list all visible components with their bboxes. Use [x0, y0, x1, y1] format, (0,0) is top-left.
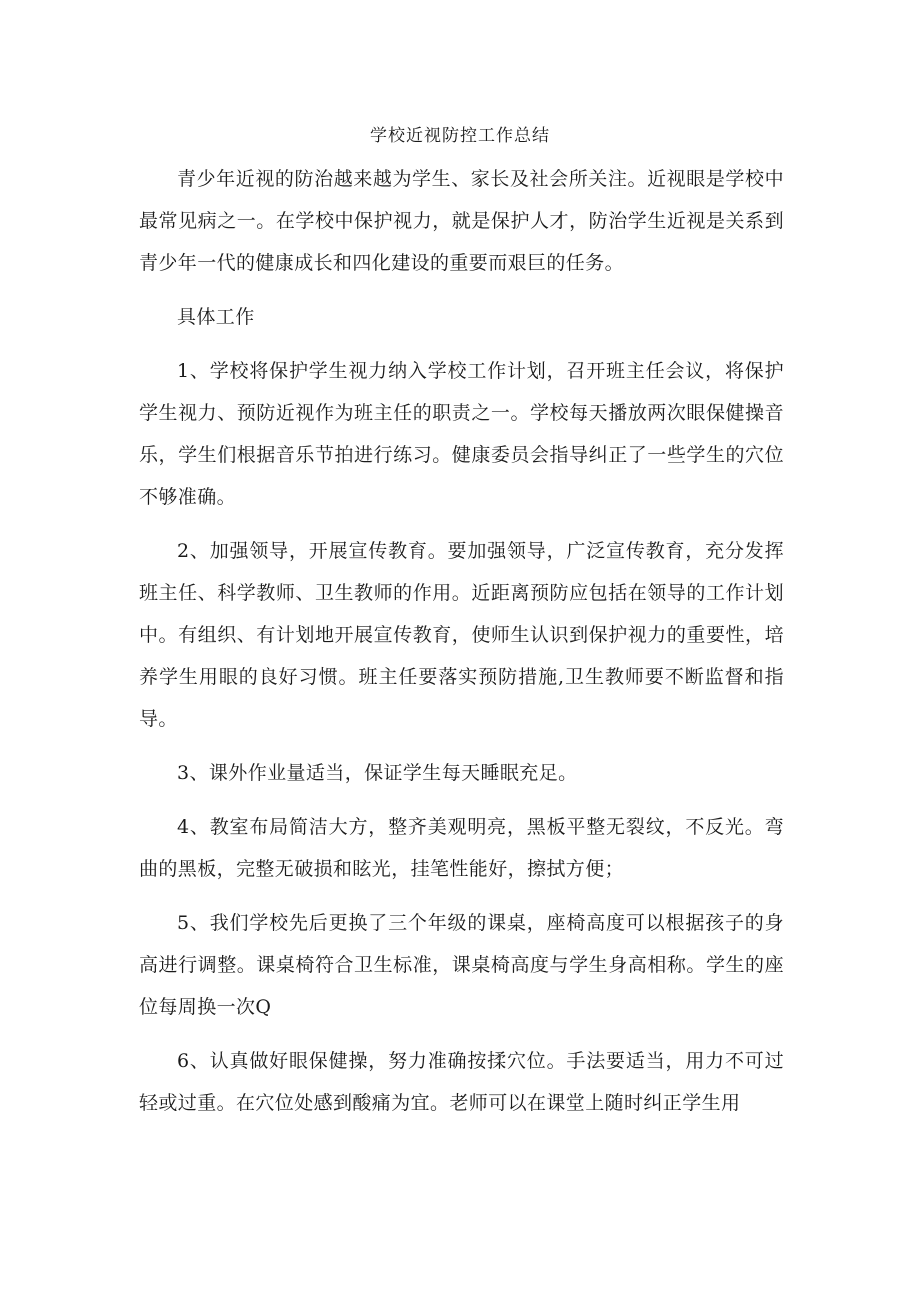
paragraph-item-6: 6、认真做好眼保健操，努力准确按揉穴位。手法要适当，用力不可过轻或过重。在穴位处感到酸痛为宜。老师可以在课堂上随时纠正学生用	[139, 1050, 784, 1114]
paragraph-item-4: 4、教室布局简洁大方，整齐美观明亮，黑板平整无裂纹，不反光。弯曲的黑板，完整无破损和眩光，挂笔性能好，擦拭方便；	[139, 816, 784, 880]
document-body	[139, 158, 784, 1136]
paragraph-item-1: 1、学校将保护学生视力纳入学校工作计划，召开班主任会议，将保护学生视力、预防近视作为班主任的职责之一。学校每天播放两次眼保健操音乐，学生们根据音乐节拍进行练习。健康委员会指导纠正了一些学生的穴位不够准确。	[139, 360, 784, 508]
document-title: 学校近视防控工作总结	[370, 126, 550, 146]
paragraph-item-5: 5、我们学校先后更换了三个年级的课桌，座椅高度可以根据孩子的身高进行调整。课桌椅符合卫生标准，课桌椅高度与学生身高相称。学生的座位每周换一次Q	[139, 912, 784, 1018]
paragraph-item-3: 3、课外作业量适当，保证学生每天睡眠充足。	[177, 762, 578, 784]
paragraph-section-heading: 具体工作	[177, 306, 255, 328]
paragraph-intro: 青少年近视的防治越来越为学生、家长及社会所关注。近视眼是学校中最常见病之一。在学校中保护视力，就是保护人才，防治学生近视是关系到青少年一代的健康成长和四化建设的重要而艰巨的任务。	[139, 168, 784, 274]
paragraph-item-2: 2、加强领导，开展宣传教育。要加强领导，广泛宣传教育，充分发挥班主任、科学教师、卫生教师的作用。近距离预防应包括在领导的工作计划中。有组织、有计划地开展宣传教育，使师生认识到保护视力的重要性，培养学生用眼的良好习惯。班主任要落实预防措施,卫生教师要不断监督和指导。	[139, 540, 784, 730]
